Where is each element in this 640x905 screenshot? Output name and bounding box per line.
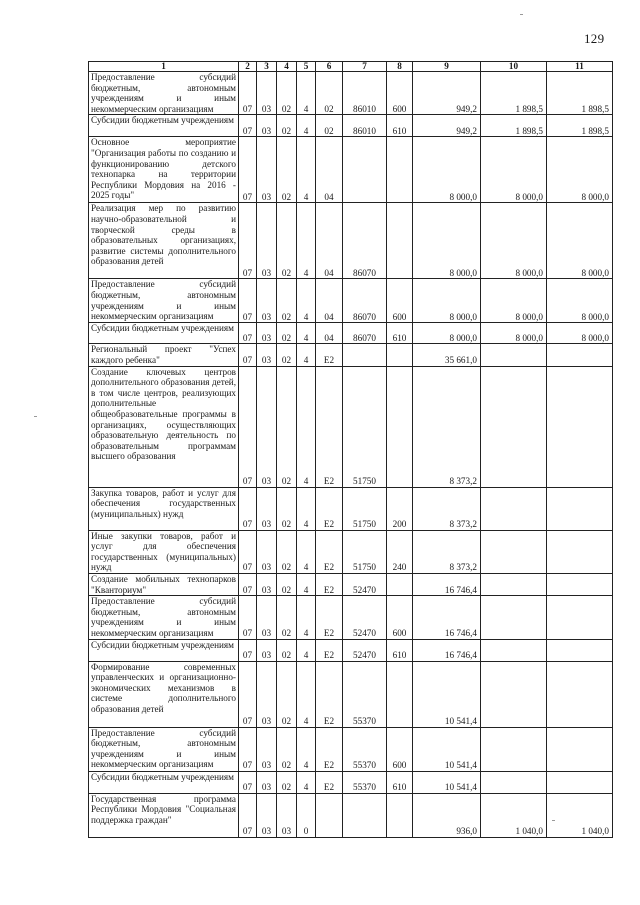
amount-col10-cell [481,344,547,366]
program-code-cell: 02 [277,661,297,727]
subprogram-code-cell: 4 [297,639,316,661]
subsection-code-cell: 03 [257,279,277,323]
column-header: 10 [481,62,547,72]
amount-col11-cell: 1 040,0 [547,793,613,837]
direction-code-cell: 86070 [343,203,387,279]
section-code-cell: 07 [239,596,257,639]
event-code-cell [316,793,343,837]
table-row [89,661,613,727]
section-code-cell: 07 [239,661,257,727]
amount-col10-cell [481,639,547,661]
table-row [89,115,613,137]
amount-col9-cell: 16 746,4 [413,573,481,595]
program-code-cell: 02 [277,137,297,203]
subprogram-code-cell: 4 [297,487,316,530]
expense-type-cell [387,661,413,727]
subprogram-code-cell: 4 [297,323,316,344]
column-header: 8 [387,62,413,72]
row-name-cell: Закупка товаров, работ и услуг для обеспечения государственных (муниципальных) нужд [89,487,239,530]
amount-col11-cell [547,487,613,530]
amount-col11-cell [547,596,613,639]
subprogram-code-cell: 4 [297,661,316,727]
row-name-cell: Создание ключевых центров дополнительного образования детей, в том числе центров, реализующих дополнительные общеобразовательные программы в организациях, осуществляющих образовательную деятельность по образовательным программам высшего образования [89,366,239,487]
event-code-cell: 04 [316,279,343,323]
event-code-cell: 02 [316,72,343,115]
amount-col11-cell: 8 000,0 [547,203,613,279]
amount-col11-cell [547,573,613,595]
row-name-cell: Субсидии бюджетным учреждениям [89,323,239,344]
section-code-cell: 07 [239,137,257,203]
amount-col11-cell: 8 000,0 [547,323,613,344]
amount-col10-cell: 1 040,0 [481,793,547,837]
amount-col11-cell: 1 898,5 [547,72,613,115]
table-row [89,344,613,366]
direction-code-cell [343,793,387,837]
section-code-cell: 07 [239,487,257,530]
amount-col9-cell: 8 373,2 [413,530,481,573]
column-header: 4 [277,62,297,72]
amount-col9-cell: 8 000,0 [413,279,481,323]
expense-type-cell [387,203,413,279]
amount-col9-cell: 8 000,0 [413,203,481,279]
event-code-cell: 04 [316,323,343,344]
amount-col9-cell: 16 746,4 [413,596,481,639]
section-code-cell: 07 [239,366,257,487]
event-code-cell: 02 [316,115,343,137]
direction-code-cell: 55370 [343,661,387,727]
row-name-cell: Предоставление субсидий бюджетным, автономным учреждениям и иным некоммерческим организациям [89,727,239,771]
amount-col11-cell: 8 000,0 [547,279,613,323]
expense-type-cell: 600 [387,596,413,639]
amount-col9-cell: 8 373,2 [413,487,481,530]
direction-code-cell [343,137,387,203]
subsection-code-cell: 03 [257,487,277,530]
subsection-code-cell: 03 [257,366,277,487]
column-header: 9 [413,62,481,72]
event-code-cell: Е2 [316,771,343,793]
column-header: 6 [316,62,343,72]
amount-col10-cell: 8 000,0 [481,203,547,279]
expense-type-cell: 600 [387,279,413,323]
amount-col11-cell [547,530,613,573]
amount-col11-cell [547,771,613,793]
direction-code-cell: 52470 [343,573,387,595]
program-code-cell: 02 [277,573,297,595]
table-row [89,530,613,573]
direction-code-cell: 86070 [343,323,387,344]
section-code-cell: 07 [239,530,257,573]
amount-col9-cell: 10 541,4 [413,727,481,771]
section-code-cell: 07 [239,793,257,837]
row-name-cell: Формирование современных управленческих и организационно-экономических механизмов в системе дополнительного образования детей [89,661,239,727]
subsection-code-cell: 03 [257,203,277,279]
table-row [89,487,613,530]
expense-type-cell: 610 [387,639,413,661]
amount-col11-cell: 8 000,0 [547,137,613,203]
section-code-cell: 07 [239,115,257,137]
section-code-cell: 07 [239,323,257,344]
row-name-cell: Субсидии бюджетным учреждениям [89,639,239,661]
direction-code-cell: 51750 [343,366,387,487]
column-header: 7 [343,62,387,72]
table-row [89,203,613,279]
program-code-cell: 02 [277,366,297,487]
amount-col10-cell: 1 898,5 [481,115,547,137]
subprogram-code-cell: 4 [297,72,316,115]
subprogram-code-cell: 4 [297,596,316,639]
row-name-cell: Субсидии бюджетным учреждениям [89,771,239,793]
amount-col11-cell [547,366,613,487]
subprogram-code-cell: 4 [297,279,316,323]
program-code-cell: 02 [277,279,297,323]
event-code-cell: 04 [316,137,343,203]
section-code-cell: 07 [239,771,257,793]
amount-col9-cell: 949,2 [413,115,481,137]
event-code-cell: Е2 [316,727,343,771]
section-code-cell: 07 [239,639,257,661]
amount-col10-cell: 1 898,5 [481,72,547,115]
table-header [89,62,613,72]
subprogram-code-cell: 4 [297,137,316,203]
subprogram-code-cell: 0 [297,793,316,837]
table-row [89,727,613,771]
subsection-code-cell: 03 [257,137,277,203]
table-body [89,72,613,838]
subsection-code-cell: 03 [257,661,277,727]
program-code-cell: 02 [277,72,297,115]
expense-type-cell: 610 [387,771,413,793]
direction-code-cell: 55370 [343,727,387,771]
direction-code-cell: 51750 [343,487,387,530]
amount-col9-cell: 8 000,0 [413,323,481,344]
event-code-cell: Е2 [316,344,343,366]
amount-col11-cell [547,661,613,727]
subsection-code-cell: 03 [257,323,277,344]
amount-col10-cell: 8 000,0 [481,137,547,203]
table-row [89,573,613,595]
section-code-cell: 07 [239,344,257,366]
column-header: 1 [89,62,239,72]
table-row [89,279,613,323]
amount-col10-cell [481,366,547,487]
program-code-cell: 02 [277,115,297,137]
section-code-cell: 07 [239,573,257,595]
event-code-cell: Е2 [316,487,343,530]
column-header: 11 [547,62,613,72]
subsection-code-cell: 03 [257,573,277,595]
expense-type-cell [387,137,413,203]
event-code-cell: Е2 [316,596,343,639]
subprogram-code-cell: 4 [297,530,316,573]
column-header: 2 [239,62,257,72]
direction-code-cell [343,344,387,366]
row-name-cell: Предоставление субсидий бюджетным, автономным учреждениям и иным некоммерческим организациям [89,279,239,323]
subsection-code-cell: 03 [257,530,277,573]
event-code-cell: Е2 [316,366,343,487]
row-name-cell: Государственная программа Республики Мордовия "Социальная поддержка граждан" [89,793,239,837]
table-row [89,366,613,487]
subsection-code-cell: 03 [257,344,277,366]
row-name-cell: Субсидии бюджетным учреждениям [89,115,239,137]
event-code-cell: Е2 [316,661,343,727]
amount-col10-cell [481,530,547,573]
subprogram-code-cell: 4 [297,727,316,771]
budget-table [88,61,613,838]
subprogram-code-cell: 4 [297,203,316,279]
subprogram-code-cell: 4 [297,115,316,137]
amount-col10-cell: 8 000,0 [481,279,547,323]
column-header: 3 [257,62,277,72]
subsection-code-cell: 03 [257,115,277,137]
table-row [89,596,613,639]
subsection-code-cell: 03 [257,596,277,639]
amount-col10-cell [481,727,547,771]
table-row [89,323,613,344]
program-code-cell: 02 [277,727,297,771]
header-row [89,62,613,72]
amount-col9-cell: 16 746,4 [413,639,481,661]
event-code-cell: Е2 [316,573,343,595]
amount-col9-cell: 10 541,4 [413,771,481,793]
subprogram-code-cell: 4 [297,344,316,366]
amount-col10-cell [481,487,547,530]
direction-code-cell: 86070 [343,279,387,323]
subsection-code-cell: 03 [257,72,277,115]
expense-type-cell: 610 [387,323,413,344]
event-code-cell: Е2 [316,530,343,573]
direction-code-cell: 52470 [343,639,387,661]
row-name-cell: Предоставление субсидий бюджетным, автономным учреждениям и иным некоммерческим организациям [89,596,239,639]
amount-col11-cell [547,344,613,366]
expense-type-cell [387,366,413,487]
amount-col9-cell: 10 541,4 [413,661,481,727]
subsection-code-cell: 03 [257,771,277,793]
expense-type-cell: 610 [387,115,413,137]
amount-col9-cell: 8 373,2 [413,366,481,487]
table-row [89,639,613,661]
expense-type-cell: 600 [387,727,413,771]
section-code-cell: 07 [239,279,257,323]
amount-col9-cell: 8 000,0 [413,137,481,203]
subprogram-code-cell: 4 [297,771,316,793]
amount-col10-cell [481,573,547,595]
program-code-cell: 02 [277,344,297,366]
direction-code-cell: 55370 [343,771,387,793]
amount-col9-cell: 949,2 [413,72,481,115]
direction-code-cell: 52470 [343,596,387,639]
row-name-cell: Предоставление субсидий бюджетным, автономным учреждениям и иным некоммерческим организациям [89,72,239,115]
table-row [89,793,613,837]
page-number: 129 [584,31,605,46]
subsection-code-cell: 03 [257,793,277,837]
expense-type-cell: 240 [387,530,413,573]
budget-table-container [88,61,612,838]
subsection-code-cell: 03 [257,639,277,661]
subprogram-code-cell: 4 [297,573,316,595]
program-code-cell: 02 [277,596,297,639]
table-row [89,72,613,115]
program-code-cell: 02 [277,530,297,573]
amount-col10-cell: 8 000,0 [481,323,547,344]
row-name-cell: Создание мобильных технопарков "Кванториум" [89,573,239,595]
program-code-cell: 02 [277,639,297,661]
section-code-cell: 07 [239,727,257,771]
column-header: 5 [297,62,316,72]
direction-code-cell: 51750 [343,530,387,573]
amount-col10-cell [481,771,547,793]
program-code-cell: 03 [277,793,297,837]
row-name-cell: Региональный проект "Успех каждого ребенка" [89,344,239,366]
subprogram-code-cell: 4 [297,366,316,487]
amount-col11-cell [547,639,613,661]
program-code-cell: 02 [277,771,297,793]
expense-type-cell [387,793,413,837]
table-row [89,771,613,793]
event-code-cell: Е2 [316,639,343,661]
row-name-cell: Основное мероприятие "Организация работы по созданию и функционированию детского технопарка на территории Республики Мордовия на 2016 - 2025 годы" [89,137,239,203]
table-row [89,137,613,203]
expense-type-cell [387,573,413,595]
row-name-cell: Иные закупки товаров, работ и услуг для обеспечения государственных (муниципальных) нужд [89,530,239,573]
amount-col11-cell: 1 898,5 [547,115,613,137]
amount-col9-cell: 35 661,0 [413,344,481,366]
direction-code-cell: 86010 [343,115,387,137]
amount-col11-cell [547,727,613,771]
expense-type-cell [387,344,413,366]
expense-type-cell: 600 [387,72,413,115]
program-code-cell: 02 [277,203,297,279]
direction-code-cell: 86010 [343,72,387,115]
expense-type-cell: 200 [387,487,413,530]
section-code-cell: 07 [239,203,257,279]
row-name-cell: Реализация мер по развитию научно-образовательной и творческой среды в образовательных организациях, развитие системы дополнительного образования детей [89,203,239,279]
program-code-cell: 02 [277,487,297,530]
program-code-cell: 02 [277,323,297,344]
amount-col9-cell: 936,0 [413,793,481,837]
subsection-code-cell: 03 [257,727,277,771]
section-code-cell: 07 [239,72,257,115]
event-code-cell: 04 [316,203,343,279]
amount-col10-cell [481,596,547,639]
amount-col10-cell [481,661,547,727]
